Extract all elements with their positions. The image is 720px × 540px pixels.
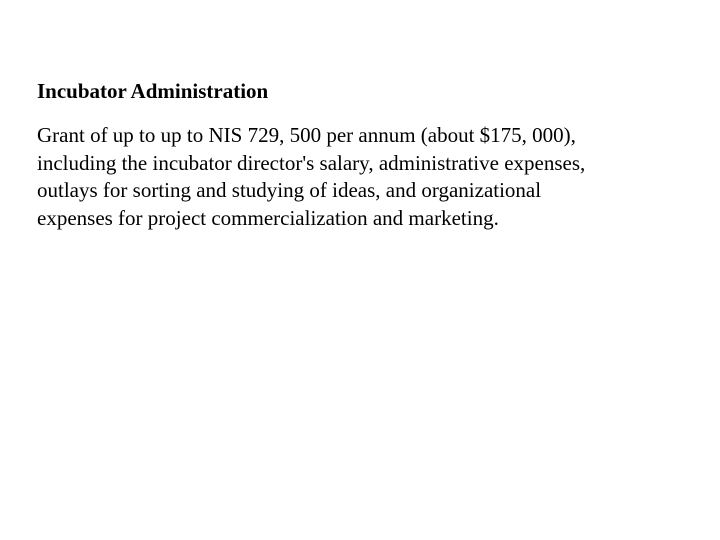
body-line: outlays for sorting and studying of ideas, and organizational <box>37 178 542 202</box>
body-line: expenses for project commercialization and marketing. <box>37 205 499 230</box>
body-line: including the incubator director's salary, administrative expenses, <box>37 150 586 175</box>
slide-heading: Incubator Administration <box>37 79 269 103</box>
body-line: Grant of up to up to NIS 729, 500 per annum (about $175, 000), <box>37 123 576 147</box>
slide-body-text <box>37 122 697 232</box>
